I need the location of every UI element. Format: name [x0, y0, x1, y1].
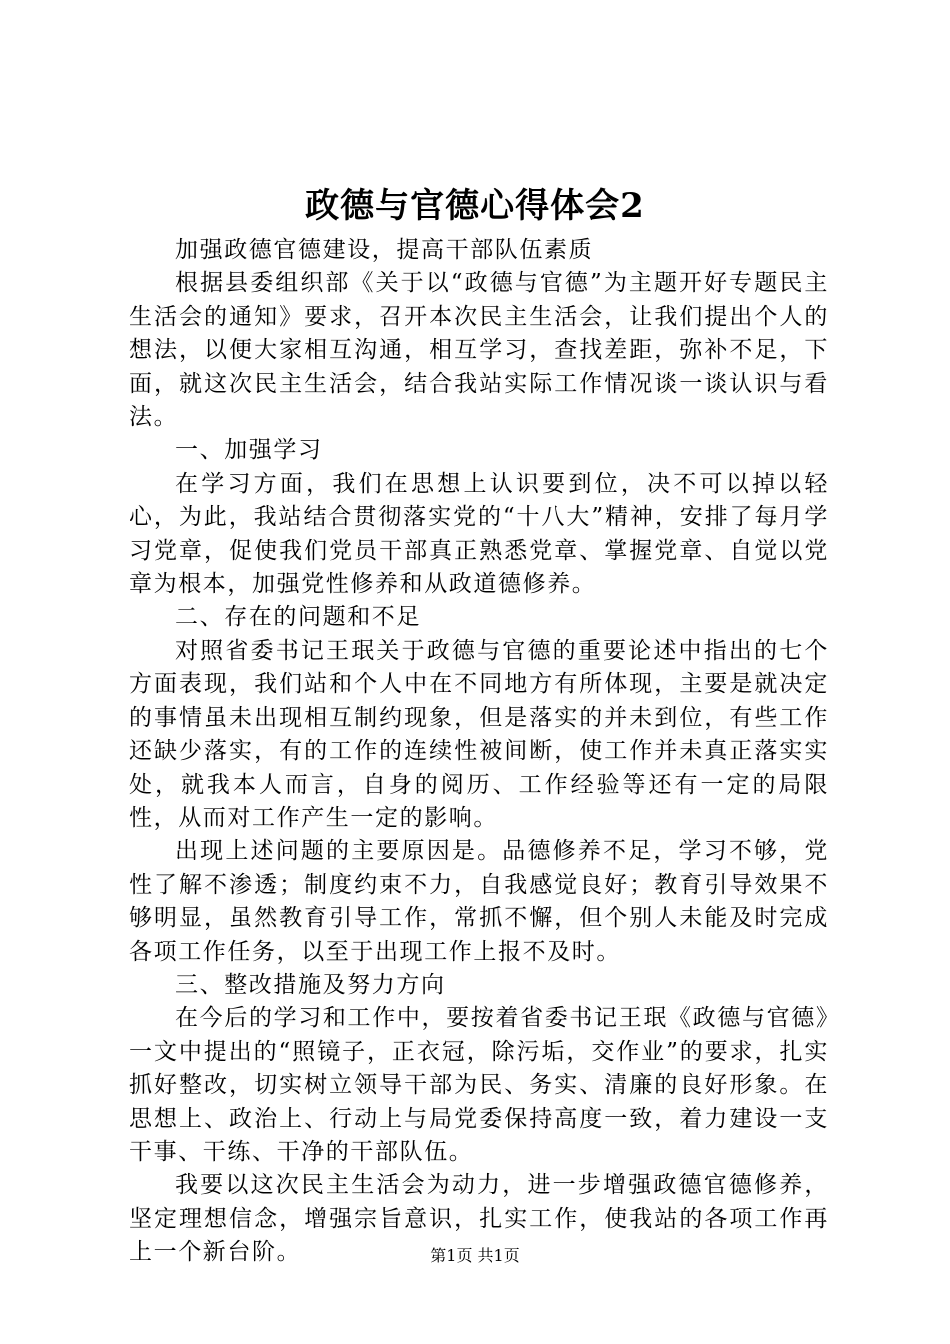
section-heading-1: 一、加强学习 — [175, 437, 323, 464]
document-body — [129, 234, 829, 1270]
measures-paragraph: 在今后的学习和工作中，要按着省委书记王珉《政德与官德》一文中提出的“照镜子，正衣冠，除污垢，交作业”的要求，扎实抓好整改，切实树立领导干部为民、务实、清廉的良好形象。在思想上、政治上、行动上与局党委保持高度一致，着力建设一支干事、干练、干净的干部队伍。 — [129, 1005, 829, 1165]
conclusion-paragraph: 我要以这次民主生活会为动力，进一步增强政德官德修养，坚定理想信念，增强宗旨意识，扎实工作，使我站的各项工作再上一个新台阶。 — [129, 1172, 829, 1266]
section-heading-3: 三、整改措施及努力方向 — [175, 971, 446, 998]
subtitle-paragraph: 加强政德官德建设，提高干部队伍素质 — [175, 237, 594, 263]
study-paragraph: 在学习方面，我们在思想上认识要到位，决不可以掉以轻心，为此，我站结合贯彻落实党的“十八大”精神，安排了每月学习党章，促使我们党员干部真正熟悉党章、掌握党章、自觉以党章为根本，加强党性修养和从政道德修养。 — [129, 470, 829, 598]
problems-paragraph: 对照省委书记王珉关于政德与官德的重要论述中指出的七个方面表现，我们站和个人中在不同地方有所体现，主要是就决定的事情虽未出现相互制约现象，但是落实的并未到位，有些工作还缺少落实，有的工作的连续性被间断，使工作并未真正落实实处，就我本人而言，自身的阅历、工作经验等还有一定的局限性，从而对工作产生一定的影响。 — [129, 637, 829, 831]
intro-paragraph: 根据县委组织部《关于以“政德与官德”为主题开好专题民主生活会的通知》要求，召开本次民主生活会，让我们提出个人的想法，以便大家相互沟通，相互学习，查找差距，弥补不足，下面，就这次民主生活会，结合我站实际工作情况谈一谈认识与看法。 — [129, 270, 829, 431]
page-footer: 第1页 共1页 — [430, 1246, 520, 1265]
section-heading-2: 二、存在的问题和不足 — [175, 604, 421, 631]
document-title: 政德与官德心得体会2 — [305, 186, 645, 226]
causes-paragraph: 出现上述问题的主要原因是。品德修养不足，学习不够，党性了解不渗透；制度约束不力，自我感觉良好；教育引导效果不够明显，虽然教育引导工作，常抓不懈，但个别人未能及时完成各项工作任务，以至于出现工作上报不及时。 — [129, 838, 829, 965]
